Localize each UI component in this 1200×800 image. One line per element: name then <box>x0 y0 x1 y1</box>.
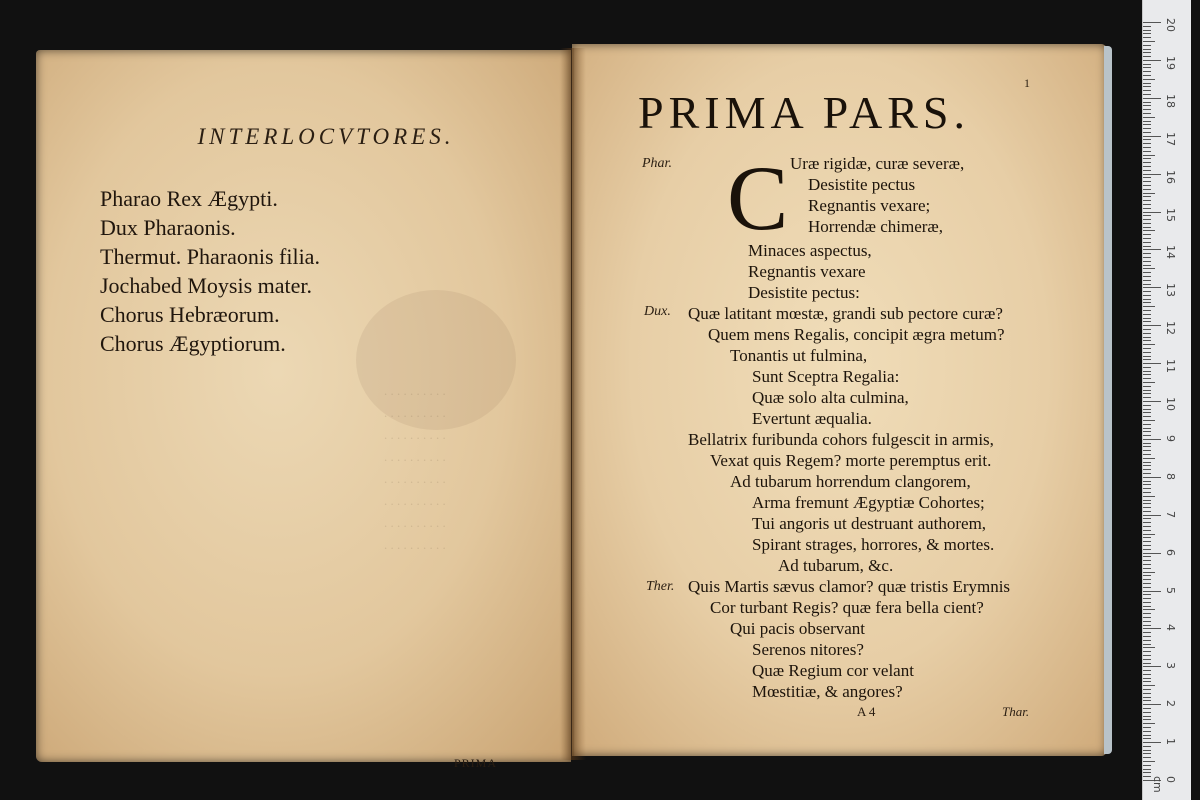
verse-line: Vexat quis Regem? morte peremptus erit. <box>710 451 992 470</box>
ruler-minor-tick <box>1143 644 1151 645</box>
ruler-label: 17 <box>1164 131 1177 146</box>
ruler-label: 3 <box>1164 662 1177 670</box>
verse-line: Spirant strages, horrores, & mortes. <box>752 535 995 554</box>
ruler-minor-tick <box>1143 113 1151 114</box>
verse-line: Uræ rigidæ, curæ severæ, <box>790 154 965 173</box>
ruler-minor-tick <box>1143 655 1151 656</box>
verse-line: Evertunt æqualia. <box>752 409 872 428</box>
ruler-label: 0 cm <box>1151 776 1177 793</box>
ruler-minor-tick <box>1143 371 1151 372</box>
ruler-minor-tick <box>1143 193 1155 194</box>
ruler-minor-tick <box>1143 625 1151 626</box>
ruler-label: 10 <box>1164 397 1177 411</box>
ruler-minor-tick <box>1143 344 1155 345</box>
verse-line: Horrendæ chimeræ, <box>808 217 944 236</box>
ruler-minor-tick <box>1143 390 1151 391</box>
ruler-label: 4 <box>1164 624 1177 632</box>
ruler-minor-tick <box>1143 723 1155 724</box>
verse-line: Quæ solo alta culmina, <box>752 388 909 407</box>
ruler-minor-tick <box>1143 374 1151 375</box>
ruler-minor-tick <box>1143 602 1151 603</box>
show-through-text: . . . . . . . . . . . . . . . . . . . . . . . . . . . . . . . . . . . . . . . . . . . . . . . . . . . . . . . . . . . . . . . . . . . . . . . . . . . . . . . . <box>384 383 446 552</box>
speaker-item: Jochabed Moysis mater. <box>100 273 313 298</box>
ruler-minor-tick <box>1143 26 1151 27</box>
ruler-minor-tick <box>1143 568 1151 569</box>
ruler-minor-tick <box>1143 280 1151 281</box>
ruler-minor-tick <box>1143 700 1151 701</box>
ruler-minor-tick <box>1143 598 1151 599</box>
ruler-label: 2 <box>1164 700 1177 708</box>
ruler-minor-tick <box>1143 750 1151 751</box>
ruler-minor-tick <box>1143 556 1151 557</box>
ruler-minor-tick <box>1143 359 1151 360</box>
ruler-minor-tick <box>1143 30 1151 31</box>
ruler-major-tick <box>1143 174 1161 175</box>
ruler-minor-tick <box>1143 632 1151 633</box>
ruler-minor-tick <box>1143 587 1151 588</box>
ruler-label: 8 <box>1164 472 1177 480</box>
ruler-minor-tick <box>1143 473 1151 474</box>
ruler-minor-tick <box>1143 613 1151 614</box>
verse-line: Quæ latitant mœstæ, grandi sub pectore curæ? <box>688 304 1003 323</box>
left-page-heading: INTERLOCVTORES. <box>197 124 455 149</box>
ruler-minor-tick <box>1143 284 1151 285</box>
ruler-major-tick <box>1143 249 1161 250</box>
ruler-minor-tick <box>1143 549 1151 550</box>
speaker-item: Chorus Ægyptiorum. <box>100 331 286 356</box>
ruler-minor-tick <box>1143 265 1151 266</box>
speaker-item: Dux Pharaonis. <box>100 215 236 240</box>
ruler-minor-tick <box>1143 356 1151 357</box>
ruler-label: 7 <box>1164 510 1177 518</box>
ruler-minor-tick <box>1143 253 1151 254</box>
ruler-label: 18 <box>1164 93 1177 108</box>
ruler-label: 9 <box>1164 434 1177 442</box>
ruler-minor-tick <box>1143 219 1151 220</box>
ruler-label: 20 <box>1164 18 1177 32</box>
verse-line: Regnantis vexare <box>748 262 866 281</box>
verse-line: Ad tubarum horrendum clangorem, <box>730 472 971 491</box>
ruler-minor-tick <box>1143 507 1151 508</box>
ruler-major-tick <box>1143 742 1161 743</box>
verse-line: Qui pacis observant <box>730 619 866 638</box>
ruler-minor-tick <box>1143 530 1151 531</box>
ruler-minor-tick <box>1143 181 1151 182</box>
ruler-minor-tick <box>1143 276 1151 277</box>
ruler-minor-tick <box>1143 318 1151 319</box>
ruler-minor-tick <box>1143 496 1155 497</box>
ruler-minor-tick <box>1143 518 1151 519</box>
ruler-minor-tick <box>1143 90 1151 91</box>
ruler-major-tick <box>1143 325 1161 326</box>
ruler-minor-tick <box>1143 651 1151 652</box>
ruler-major-tick <box>1143 212 1161 213</box>
ruler-minor-tick <box>1143 689 1151 690</box>
ruler-major-tick <box>1143 515 1161 516</box>
ruler-minor-tick <box>1143 746 1151 747</box>
verse-line: Regnantis vexare; <box>808 196 931 215</box>
ruler-minor-tick <box>1143 208 1151 209</box>
ruler-minor-tick <box>1143 238 1151 239</box>
ruler-minor-tick <box>1143 735 1151 736</box>
ruler-minor-tick <box>1143 674 1151 675</box>
ruler-minor-tick <box>1143 522 1151 523</box>
verse-line: Mœstitiæ, & angores? <box>752 682 903 701</box>
ruler-minor-tick <box>1143 757 1151 758</box>
ruler-minor-tick <box>1143 386 1151 387</box>
speaker-item: Thermut. Pharaonis filia. <box>100 244 320 269</box>
ruler-minor-tick <box>1143 659 1151 660</box>
ruler-minor-tick <box>1143 450 1151 451</box>
ruler-minor-tick <box>1143 731 1151 732</box>
ruler-minor-tick <box>1143 769 1151 770</box>
ruler-minor-tick <box>1143 647 1155 648</box>
verse-line: Quem mens Regalis, concipit ægra metum? <box>708 325 1005 344</box>
verse-line: Tonantis ut fulmina, <box>730 346 868 365</box>
ruler-minor-tick <box>1143 124 1151 125</box>
ruler-minor-tick <box>1143 105 1151 106</box>
page-number: 1 <box>1024 76 1030 90</box>
ruler-minor-tick <box>1143 719 1151 720</box>
ruler-minor-tick <box>1143 117 1155 118</box>
ruler-minor-tick <box>1143 234 1151 235</box>
ruler-minor-tick <box>1143 246 1151 247</box>
ruler-minor-tick <box>1143 337 1151 338</box>
ruler-minor-tick <box>1143 79 1155 80</box>
ruler-minor-tick <box>1143 52 1151 53</box>
ruler-major-tick <box>1143 22 1161 23</box>
ruler-major-tick <box>1143 136 1161 137</box>
ruler-minor-tick <box>1143 37 1151 38</box>
ruler-minor-tick <box>1143 575 1151 576</box>
ruler-major-tick <box>1143 401 1161 402</box>
ruler-major-tick <box>1143 363 1161 364</box>
ruler-minor-tick <box>1143 329 1151 330</box>
speaker-tag: Dux. <box>644 304 671 319</box>
ruler-minor-tick <box>1143 500 1151 501</box>
ruler-major-tick <box>1143 628 1161 629</box>
ruler-minor-tick <box>1143 177 1151 178</box>
ruler-minor-tick <box>1143 314 1151 315</box>
ruler-label: 1 <box>1164 738 1177 746</box>
ruler-minor-tick <box>1143 772 1151 773</box>
ruler-minor-tick <box>1143 564 1151 565</box>
page-edge <box>1104 46 1112 754</box>
ruler-minor-tick <box>1143 321 1151 322</box>
ruler-minor-tick <box>1143 424 1151 425</box>
ruler-minor-tick <box>1143 257 1151 258</box>
ruler-minor-tick <box>1143 663 1151 664</box>
ruler-minor-tick <box>1143 83 1151 84</box>
ruler-minor-tick <box>1143 594 1151 595</box>
ruler-minor-tick <box>1143 617 1151 618</box>
verse-line: Quæ Regium cor velant <box>752 661 914 680</box>
ruler-minor-tick <box>1143 465 1151 466</box>
ruler-label: 19 <box>1164 55 1177 70</box>
verse-line: Arma fremunt Ægyptiæ Cohortes; <box>752 493 985 512</box>
ruler-minor-tick <box>1143 609 1155 610</box>
ruler-minor-tick <box>1143 185 1151 186</box>
ruler-minor-tick <box>1143 469 1151 470</box>
ruler-minor-tick <box>1143 71 1151 72</box>
ruler-minor-tick <box>1143 636 1151 637</box>
ruler-minor-tick <box>1143 352 1151 353</box>
verse-line: Desistite pectus: <box>748 283 860 302</box>
ruler-minor-tick <box>1143 481 1151 482</box>
ruler-minor-tick <box>1143 435 1151 436</box>
ruler-minor-tick <box>1143 697 1151 698</box>
verse-line: Serenos nitores? <box>752 640 864 659</box>
ruler-minor-tick <box>1143 64 1151 65</box>
ruler-minor-tick <box>1143 230 1155 231</box>
ruler-minor-tick <box>1143 170 1151 171</box>
ruler-major-tick <box>1143 704 1161 705</box>
ruler-minor-tick <box>1143 503 1151 504</box>
verse-line: Sunt Sceptra Regalia: <box>752 367 900 386</box>
ruler-minor-tick <box>1143 511 1151 512</box>
ruler-minor-tick <box>1143 458 1155 459</box>
ruler-minor-tick <box>1143 488 1151 489</box>
speaker-list <box>100 184 320 358</box>
ruler-minor-tick <box>1143 143 1151 144</box>
ruler-minor-tick <box>1143 693 1151 694</box>
ruler-minor-tick <box>1143 606 1151 607</box>
ruler-minor-tick <box>1143 534 1155 535</box>
ruler-minor-tick <box>1143 132 1151 133</box>
ruler-major-tick <box>1143 666 1161 667</box>
verse-line: Desistite pectus <box>808 175 916 194</box>
ruler-major-tick <box>1143 477 1161 478</box>
ruler-major-tick <box>1143 60 1161 61</box>
ruler-minor-tick <box>1143 545 1151 546</box>
speaker-tag: Ther. <box>646 579 675 594</box>
signature-mark: A 4 <box>857 704 876 719</box>
ruler-minor-tick <box>1143 431 1151 432</box>
ruler-minor-tick <box>1143 492 1151 493</box>
ruler-minor-tick <box>1143 310 1151 311</box>
ruler-minor-tick <box>1143 86 1151 87</box>
speaker-tag: Phar. <box>642 156 672 171</box>
ruler-label: 13 <box>1164 283 1177 298</box>
ruler-minor-tick <box>1143 753 1151 754</box>
ruler-minor-tick <box>1143 56 1151 57</box>
ruler-minor-tick <box>1143 139 1151 140</box>
verse-line: Bellatrix furibunda cohors fulgescit in armis, <box>688 430 994 449</box>
ruler-minor-tick <box>1143 462 1151 463</box>
ruler-major-tick <box>1143 553 1161 554</box>
ruler-minor-tick <box>1143 685 1155 686</box>
left-page <box>36 50 571 770</box>
ruler-minor-tick <box>1143 348 1151 349</box>
ruler-minor-tick <box>1143 162 1151 163</box>
ruler-minor-tick <box>1143 333 1151 334</box>
ruler-minor-tick <box>1143 708 1151 709</box>
right-page-heading: PRIMA PARS. <box>638 87 971 138</box>
ruler-major-tick <box>1143 287 1161 288</box>
ruler-label: 5 <box>1164 586 1177 594</box>
ruler-minor-tick <box>1143 261 1151 262</box>
ruler-minor-tick <box>1143 412 1151 413</box>
ruler-minor-tick <box>1143 537 1151 538</box>
ruler-minor-tick <box>1143 45 1151 46</box>
ruler-minor-tick <box>1143 227 1151 228</box>
ruler-minor-tick <box>1143 681 1151 682</box>
ruler-label: 15 <box>1164 207 1177 222</box>
drop-cap: C <box>727 147 789 249</box>
ruler-minor-tick <box>1143 49 1151 50</box>
ruler-minor-tick <box>1143 151 1151 152</box>
ruler-minor-tick <box>1143 242 1151 243</box>
verse-line: Tui angoris ut destruant authorem, <box>752 514 987 533</box>
ruler-minor-tick <box>1143 196 1151 197</box>
verse-line: Cor turbant Regis? quæ fera bella cient? <box>710 598 984 617</box>
ruler-minor-tick <box>1143 765 1151 766</box>
ruler-minor-tick <box>1143 670 1151 671</box>
ruler-minor-tick <box>1143 393 1151 394</box>
ruler-major-tick <box>1143 98 1161 99</box>
verse-line: Ad tubarum, &c. <box>778 556 894 575</box>
ruler-minor-tick <box>1143 583 1151 584</box>
ruler-minor-tick <box>1143 541 1151 542</box>
verse-line: Minaces aspectus, <box>748 241 872 260</box>
ruler-minor-tick <box>1143 204 1151 205</box>
ruler-minor-tick <box>1143 716 1151 717</box>
ruler-minor-tick <box>1143 121 1151 122</box>
ruler-minor-tick <box>1143 158 1151 159</box>
left-catchword: PRIMA <box>454 756 498 770</box>
ruler-label: 6 <box>1164 548 1177 556</box>
ruler-minor-tick <box>1143 223 1151 224</box>
ruler-minor-tick <box>1143 405 1151 406</box>
ruler-minor-tick <box>1143 200 1151 201</box>
ruler-minor-tick <box>1143 295 1151 296</box>
ruler-minor-tick <box>1143 67 1151 68</box>
ruler-minor-tick <box>1143 712 1151 713</box>
ruler-minor-tick <box>1143 189 1151 190</box>
ruler-minor-tick <box>1143 109 1151 110</box>
speaker-item: Chorus Hebræorum. <box>100 302 280 327</box>
ruler-label: 12 <box>1164 321 1177 336</box>
ruler-minor-tick <box>1143 446 1151 447</box>
ruler-minor-tick <box>1143 416 1151 417</box>
ruler-minor-tick <box>1143 761 1155 762</box>
ruler-minor-tick <box>1143 272 1151 273</box>
ruler-minor-tick <box>1143 155 1155 156</box>
book-gutter <box>560 48 586 760</box>
measuring-ruler <box>1142 0 1191 800</box>
ruler-minor-tick <box>1143 454 1151 455</box>
ruler-minor-tick <box>1143 560 1151 561</box>
ruler-minor-tick <box>1143 299 1151 300</box>
speaker-item: Pharao Rex Ægypti. <box>100 186 278 211</box>
ruler-minor-tick <box>1143 41 1155 42</box>
ruler-minor-tick <box>1143 382 1155 383</box>
ruler-minor-tick <box>1143 306 1155 307</box>
ruler-minor-tick <box>1143 727 1151 728</box>
ruler-minor-tick <box>1143 409 1151 410</box>
ruler-minor-tick <box>1143 166 1151 167</box>
ruler-minor-tick <box>1143 147 1151 148</box>
ruler-minor-tick <box>1143 484 1151 485</box>
ruler-minor-tick <box>1143 579 1151 580</box>
ruler-minor-tick <box>1143 621 1151 622</box>
ruler-minor-tick <box>1143 268 1155 269</box>
verse-line: Quis Martis sævus clamor? quæ tristis Erymnis <box>688 577 1011 596</box>
ruler-major-tick <box>1143 439 1161 440</box>
ruler-minor-tick <box>1143 302 1151 303</box>
ruler-minor-tick <box>1143 128 1151 129</box>
ruler-minor-tick <box>1143 678 1151 679</box>
ruler-minor-tick <box>1143 75 1151 76</box>
right-catchword: Thar. <box>1002 704 1030 719</box>
ruler-minor-tick <box>1143 367 1151 368</box>
ruler-minor-tick <box>1143 94 1151 95</box>
ruler-label: 11 <box>1164 359 1177 374</box>
ruler-minor-tick <box>1143 443 1151 444</box>
ruler-minor-tick <box>1143 397 1151 398</box>
ruler-label: 14 <box>1164 245 1177 260</box>
ruler-minor-tick <box>1143 340 1151 341</box>
ruler-minor-tick <box>1143 291 1151 292</box>
ruler-minor-tick <box>1143 526 1151 527</box>
ruler-minor-tick <box>1143 738 1151 739</box>
ruler-major-tick <box>1143 591 1161 592</box>
ruler-minor-tick <box>1143 640 1151 641</box>
ruler-minor-tick <box>1143 33 1151 34</box>
ruler-minor-tick <box>1143 102 1151 103</box>
ruler-minor-tick <box>1143 428 1151 429</box>
ruler-minor-tick <box>1143 215 1151 216</box>
right-page <box>572 44 1107 756</box>
ruler-label: 16 <box>1164 169 1177 184</box>
ruler-minor-tick <box>1143 776 1151 777</box>
ruler-minor-tick <box>1143 420 1155 421</box>
ruler-minor-tick <box>1143 378 1151 379</box>
ruler-minor-tick <box>1143 572 1155 573</box>
